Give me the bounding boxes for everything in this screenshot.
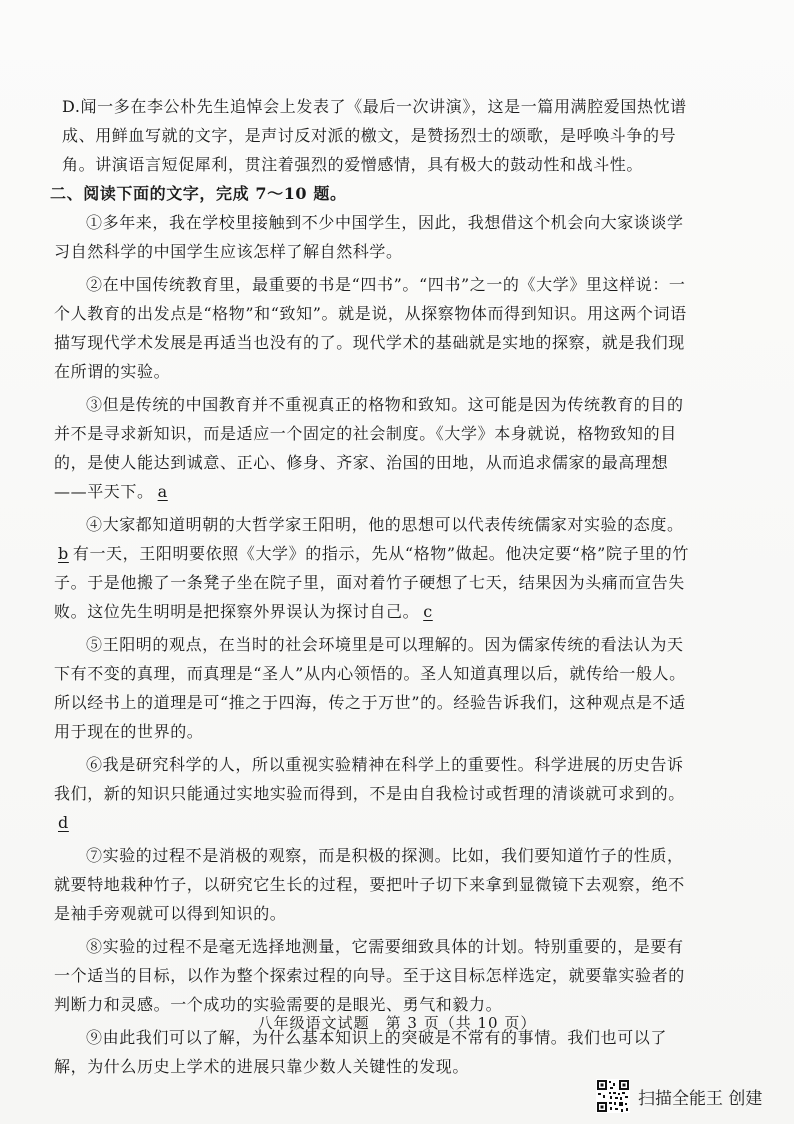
- blank-mark-b: b: [58, 544, 69, 563]
- paragraph-4: [50, 510, 690, 626]
- paragraph-5: [50, 630, 690, 746]
- blank-mark-c: c: [423, 602, 433, 621]
- watermark-text: 扫描全能王 创建: [638, 1088, 763, 1109]
- option-d-line1: 闻一多在李公朴先生追悼会上发表了《最后一次讲演》，这是一篇用满腔爱国热忱谱: [80, 97, 687, 116]
- paragraph-8: [50, 932, 690, 1019]
- paragraph-3: [50, 390, 690, 506]
- paragraph-1-text: ①多年来，我在学校里接触到不少中国学生，因此，我想借这个机会向大家谈谈学习自然科学的中国学生应该怎样了解自然科学。: [54, 213, 684, 261]
- paragraph-7: [50, 841, 690, 928]
- paragraph-7-text: ⑦实验的过程不是消极的观察，而是积极的探测。比如，我们要知道竹子的性质，就要特地栽种竹子，以研究它生长的过程，要把叶子切下来拿到显微镜下去观察，绝不是袖手旁观就可以得到知识的。: [54, 846, 685, 923]
- paragraph-4-text: ④大家都知道明朝的大哲学家王阳明，他的思想可以代表传统儒家对实验的态度。: [86, 515, 684, 534]
- paragraph-5-text: ⑤王阳明的观点，在当时的社会环境里是可以理解的。因为儒家传统的看法认为天下有不变的真理，而真理是“圣人”从内心领悟的。圣人知道真理以后，就传给一般人。所以经书上的道理是可“推之于四海，传之于万世”的。经验告诉我们，这种观点是不适用于现在的世界的。: [54, 635, 686, 741]
- paragraph-3-text: ③但是传统的中国教育并不重视真正的格物和致知。这可能是因为传统教育的目的并不是寻求新知识，而是适应一个固定的社会制度。《大学》本身就说，格物致知的目的，是使人能达到诚意、正心、修身、齐家、治国的田地，从而追求儒家的最高理想——平天下。: [54, 395, 684, 501]
- blank-mark-d: d: [58, 813, 69, 832]
- option-d: [50, 92, 690, 179]
- page-content: [50, 92, 690, 1085]
- option-d-line2: 成、用鲜血写就的文字，是声讨反对派的檄文，是赞扬烈士的颂歌，是呼唤斗争的号: [62, 126, 677, 145]
- option-d-line3: 角。讲演语言短促犀利，贯注着强烈的爱憎感情，具有极大的鼓动性和战斗性。: [62, 155, 644, 174]
- paragraph-9-text: ⑨由此我们可以了解，为什么基本知识上的突破是不常有的事情。我们也可以了解，为什么历史上学术的进展只靠少数人关键性的发现。: [54, 1028, 668, 1076]
- paragraph-6-text: ⑥我是研究科学的人，所以重视实验精神在科学上的重要性。科学进展的历史告诉我们，新的知识只能通过实地实验而得到，不是由自我检讨或哲理的清谈就可求到的。: [54, 755, 685, 803]
- section-heading: 二、阅读下面的文字，完成 7～10 题。: [50, 184, 347, 203]
- scanner-watermark: [596, 1078, 762, 1114]
- option-d-label: D.: [62, 97, 81, 116]
- paragraph-6: [50, 750, 690, 837]
- paragraph-8-text: ⑧实验的过程不是毫无选择地测量，它需要细致具体的计划。特别重要的，是要有一个适当的目标，以作为整个探索过程的向导。至于这目标怎样选定，就要靠实验者的判断力和灵感。一个成功的实验需要的是眼光、勇气和毅力。: [54, 937, 685, 1014]
- paragraph-2: [50, 270, 690, 386]
- paragraph-2-text: ②在中国传统教育里，最重要的书是“四书”。“四书”之一的《大学》里这样说：一个人教育的出发点是“格物”和“致知”。就是说，从探察物体而得到知识。用这两个词语描写现代学术发展是再适当也没有的了。现代学术的基础就是实地的探察，就是我们现在所谓的实验。: [54, 275, 687, 381]
- page-footer: 八年级语文试题 第 3 页（共 10 页）: [257, 1014, 537, 1032]
- blank-mark-a: a: [157, 482, 168, 501]
- qr-code-icon: [596, 1079, 630, 1113]
- paragraph-1: [50, 208, 690, 266]
- paragraph-4-tail: 有一天，王阳明要依照《大学》的指示，先从“格物”做起。他决定要“格”院子里的竹子。于是他搬了一条凳子坐在院子里，面对着竹子硬想了七天，结果因为头痛而宣告失败。这位先生明明是把探察外界误认为探讨自己。: [54, 544, 689, 621]
